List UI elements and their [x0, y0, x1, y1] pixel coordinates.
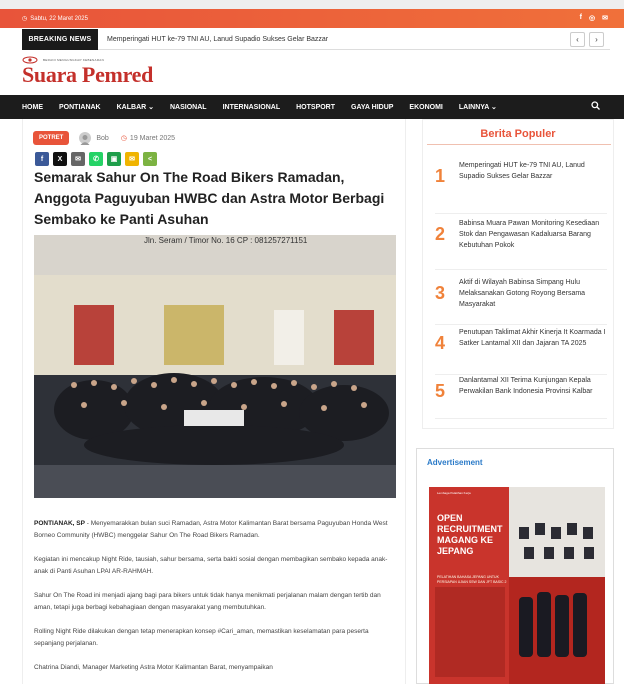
search-icon[interactable]: [591, 101, 600, 112]
article-date: [121, 134, 175, 142]
share-whatsapp-icon[interactable]: ✆: [89, 152, 103, 166]
photo-banner-text: Jln. Seram / Timor No. 16 CP : 081257271151: [144, 236, 308, 245]
popular-item-number: 1: [435, 166, 446, 186]
social-links: [580, 14, 608, 22]
article-meta: [33, 131, 175, 145]
share-buttons: [35, 152, 157, 166]
breaking-news-ticker[interactable]: Memperingati HUT ke-79 TNI AU, Lanud Supadio Sukses Gelar Bazzar: [107, 35, 329, 43]
paragraph-3: Sahur On The Road ini menjadi ajang bagi para bikers untuk tidak hanya menikmati perjalanan malam dengan tertib dan aman, tetapi juga berbagi kebahagiaan dengan masyarakat yang membutuhkan.: [34, 592, 381, 611]
nav-ekonomi[interactable]: EKONOMI: [409, 103, 443, 111]
nav-hotsport[interactable]: HOTSPORT: [296, 103, 336, 111]
category-badge[interactable]: POTRET: [33, 131, 69, 145]
clock-icon: ◷: [22, 16, 28, 22]
paragraph-5: Chatrina Diandi, Manager Marketing Astra Motor Kalimantan Barat, menyampaikan: [34, 664, 273, 671]
nav-home[interactable]: HOME: [22, 103, 43, 111]
popular-item-title[interactable]: Penutupan Taklimat Akhir Kinerja It Koarmada I Satker Lantamal XII dan Jajaran TA 2025: [459, 329, 606, 347]
article: [22, 119, 406, 684]
share-email-icon[interactable]: ✉: [71, 152, 85, 166]
paragraph-1: [34, 518, 399, 542]
share-line-icon[interactable]: ▣: [107, 152, 121, 166]
author-avatar: [79, 132, 91, 144]
nav-lainnya[interactable]: LAINNYA ⌄: [458, 104, 497, 111]
nav-pontianak[interactable]: PONTIANAK: [59, 103, 101, 111]
popular-item-number: 2: [435, 224, 446, 244]
advertisement-widget: [416, 448, 614, 684]
paragraph-4: Rolling Night Ride dilakukan dengan tetap menerapkan konsep #Cari_aman, memastikan keselamatan para peserta sepanjang perjalanan.: [34, 628, 369, 647]
site-tagline: BERANI MENGUNGKAP KEBENARAN: [43, 58, 105, 62]
article-date-text: 19 Maret 2025: [129, 135, 176, 142]
popular-item-title[interactable]: Babinsa Muara Pawan Monitoring Kesediaan Stok dan Pengawasan Kadaluarsa Barang Kebutuhan Pokok: [459, 220, 600, 249]
author-name[interactable]: Bob: [96, 134, 109, 142]
nav-kalbar[interactable]: KALBAR ⌄: [116, 104, 154, 111]
popular-item[interactable]: [435, 277, 607, 325]
article-body: [34, 518, 399, 686]
clock-icon: ◷: [120, 135, 127, 142]
browser-top-strip: [0, 0, 624, 9]
article-title: Semarak Sahur On The Road Bikers Ramadan, Anggota Paguyuban HWBC dan Astra Motor Berbagi Sembako ke Panti Asuhan: [34, 169, 385, 227]
popular-item-number: 5: [435, 381, 446, 401]
popular-item[interactable]: [435, 160, 607, 214]
lead-location: PONTIANAK, SP: [34, 520, 85, 527]
nav-nasional[interactable]: NASIONAL: [170, 103, 207, 111]
advertisement-label: Advertisement: [427, 458, 483, 467]
popular-news-divider: [427, 144, 611, 145]
popular-item-number: 3: [435, 283, 446, 303]
popular-item-title[interactable]: Memperingati HUT ke-79 TNI AU, Lanud Supadio Sukses Gelar Bazzar: [459, 162, 585, 180]
popular-item[interactable]: [435, 327, 607, 375]
ad-subheadline: PELATIHAN BAHASA JEPANG UNTUK PERSIAPAN UJIAN SSW DAN JFT BASIC 2: [437, 575, 507, 584]
share-sms-icon[interactable]: ✉: [125, 152, 139, 166]
site-name: Suara Pemred: [22, 62, 154, 87]
breaking-news-bar: [22, 29, 610, 50]
advertisement-banner[interactable]: [429, 487, 605, 684]
share-facebook-icon[interactable]: f: [35, 152, 49, 166]
breaking-news-label: BREAKING NEWS: [22, 29, 98, 50]
current-date: Sabtu, 22 Maret 2025: [30, 15, 88, 22]
facebook-icon[interactable]: f: [579, 14, 583, 21]
nav-gaya-hidup[interactable]: GAYA HIDUP: [351, 103, 394, 111]
date-bar: [0, 9, 624, 28]
popular-item-title[interactable]: Danlantamal XII Terima Kunjungan Kepala Perwakilan Bank Indonesia Provinsi Kalbar: [459, 377, 593, 395]
instagram-icon[interactable]: ◎: [589, 15, 596, 22]
paragraph-1-text: - Menyemarakkan bulan suci Ramadan, Astra Motor Kalimantan Barat bersama Paguyuban Honda West Borneo Community (HWBC) menggelar Sahur On The Road Bikers Ramadan.: [34, 520, 388, 539]
ticker-prev-button[interactable]: ‹: [570, 32, 585, 47]
share-more-icon[interactable]: <: [143, 152, 157, 166]
popular-item-number: 4: [435, 333, 446, 353]
main-nav: [0, 95, 624, 119]
popular-item-title[interactable]: Aktif di Wilayah Babinsa Simpang Hulu Melaksanakan Gotong Royong Bersama Masyarakat: [459, 279, 586, 308]
popular-news-widget: [422, 119, 614, 429]
popular-item[interactable]: [435, 218, 607, 270]
eye-logo-icon: [22, 56, 38, 64]
popular-news-title: Berita Populer: [480, 128, 556, 140]
share-x-icon[interactable]: X: [53, 152, 67, 166]
ad-headline: OPEN RECRUITMENT MAGANG KE JEPANG: [437, 513, 503, 556]
email-icon[interactable]: ✉: [602, 15, 608, 22]
ad-org-name: Lembaga Pelatihan Kerja: [437, 491, 471, 495]
ticker-next-button[interactable]: ›: [589, 32, 604, 47]
article-photo[interactable]: [34, 235, 396, 498]
popular-item[interactable]: [435, 375, 607, 419]
site-logo[interactable]: [22, 58, 153, 88]
group-photo-illustration: [34, 235, 396, 498]
paragraph-2: Kegiatan ini mencakup Night Ride, tausiah, sahur bersama, serta bakti sosial dengan membagikan sembako kepada anak-anak di Panti Asuhan LPAI AR-RAHMAH.: [34, 556, 388, 575]
nav-internasional[interactable]: INTERNASIONAL: [222, 103, 281, 111]
